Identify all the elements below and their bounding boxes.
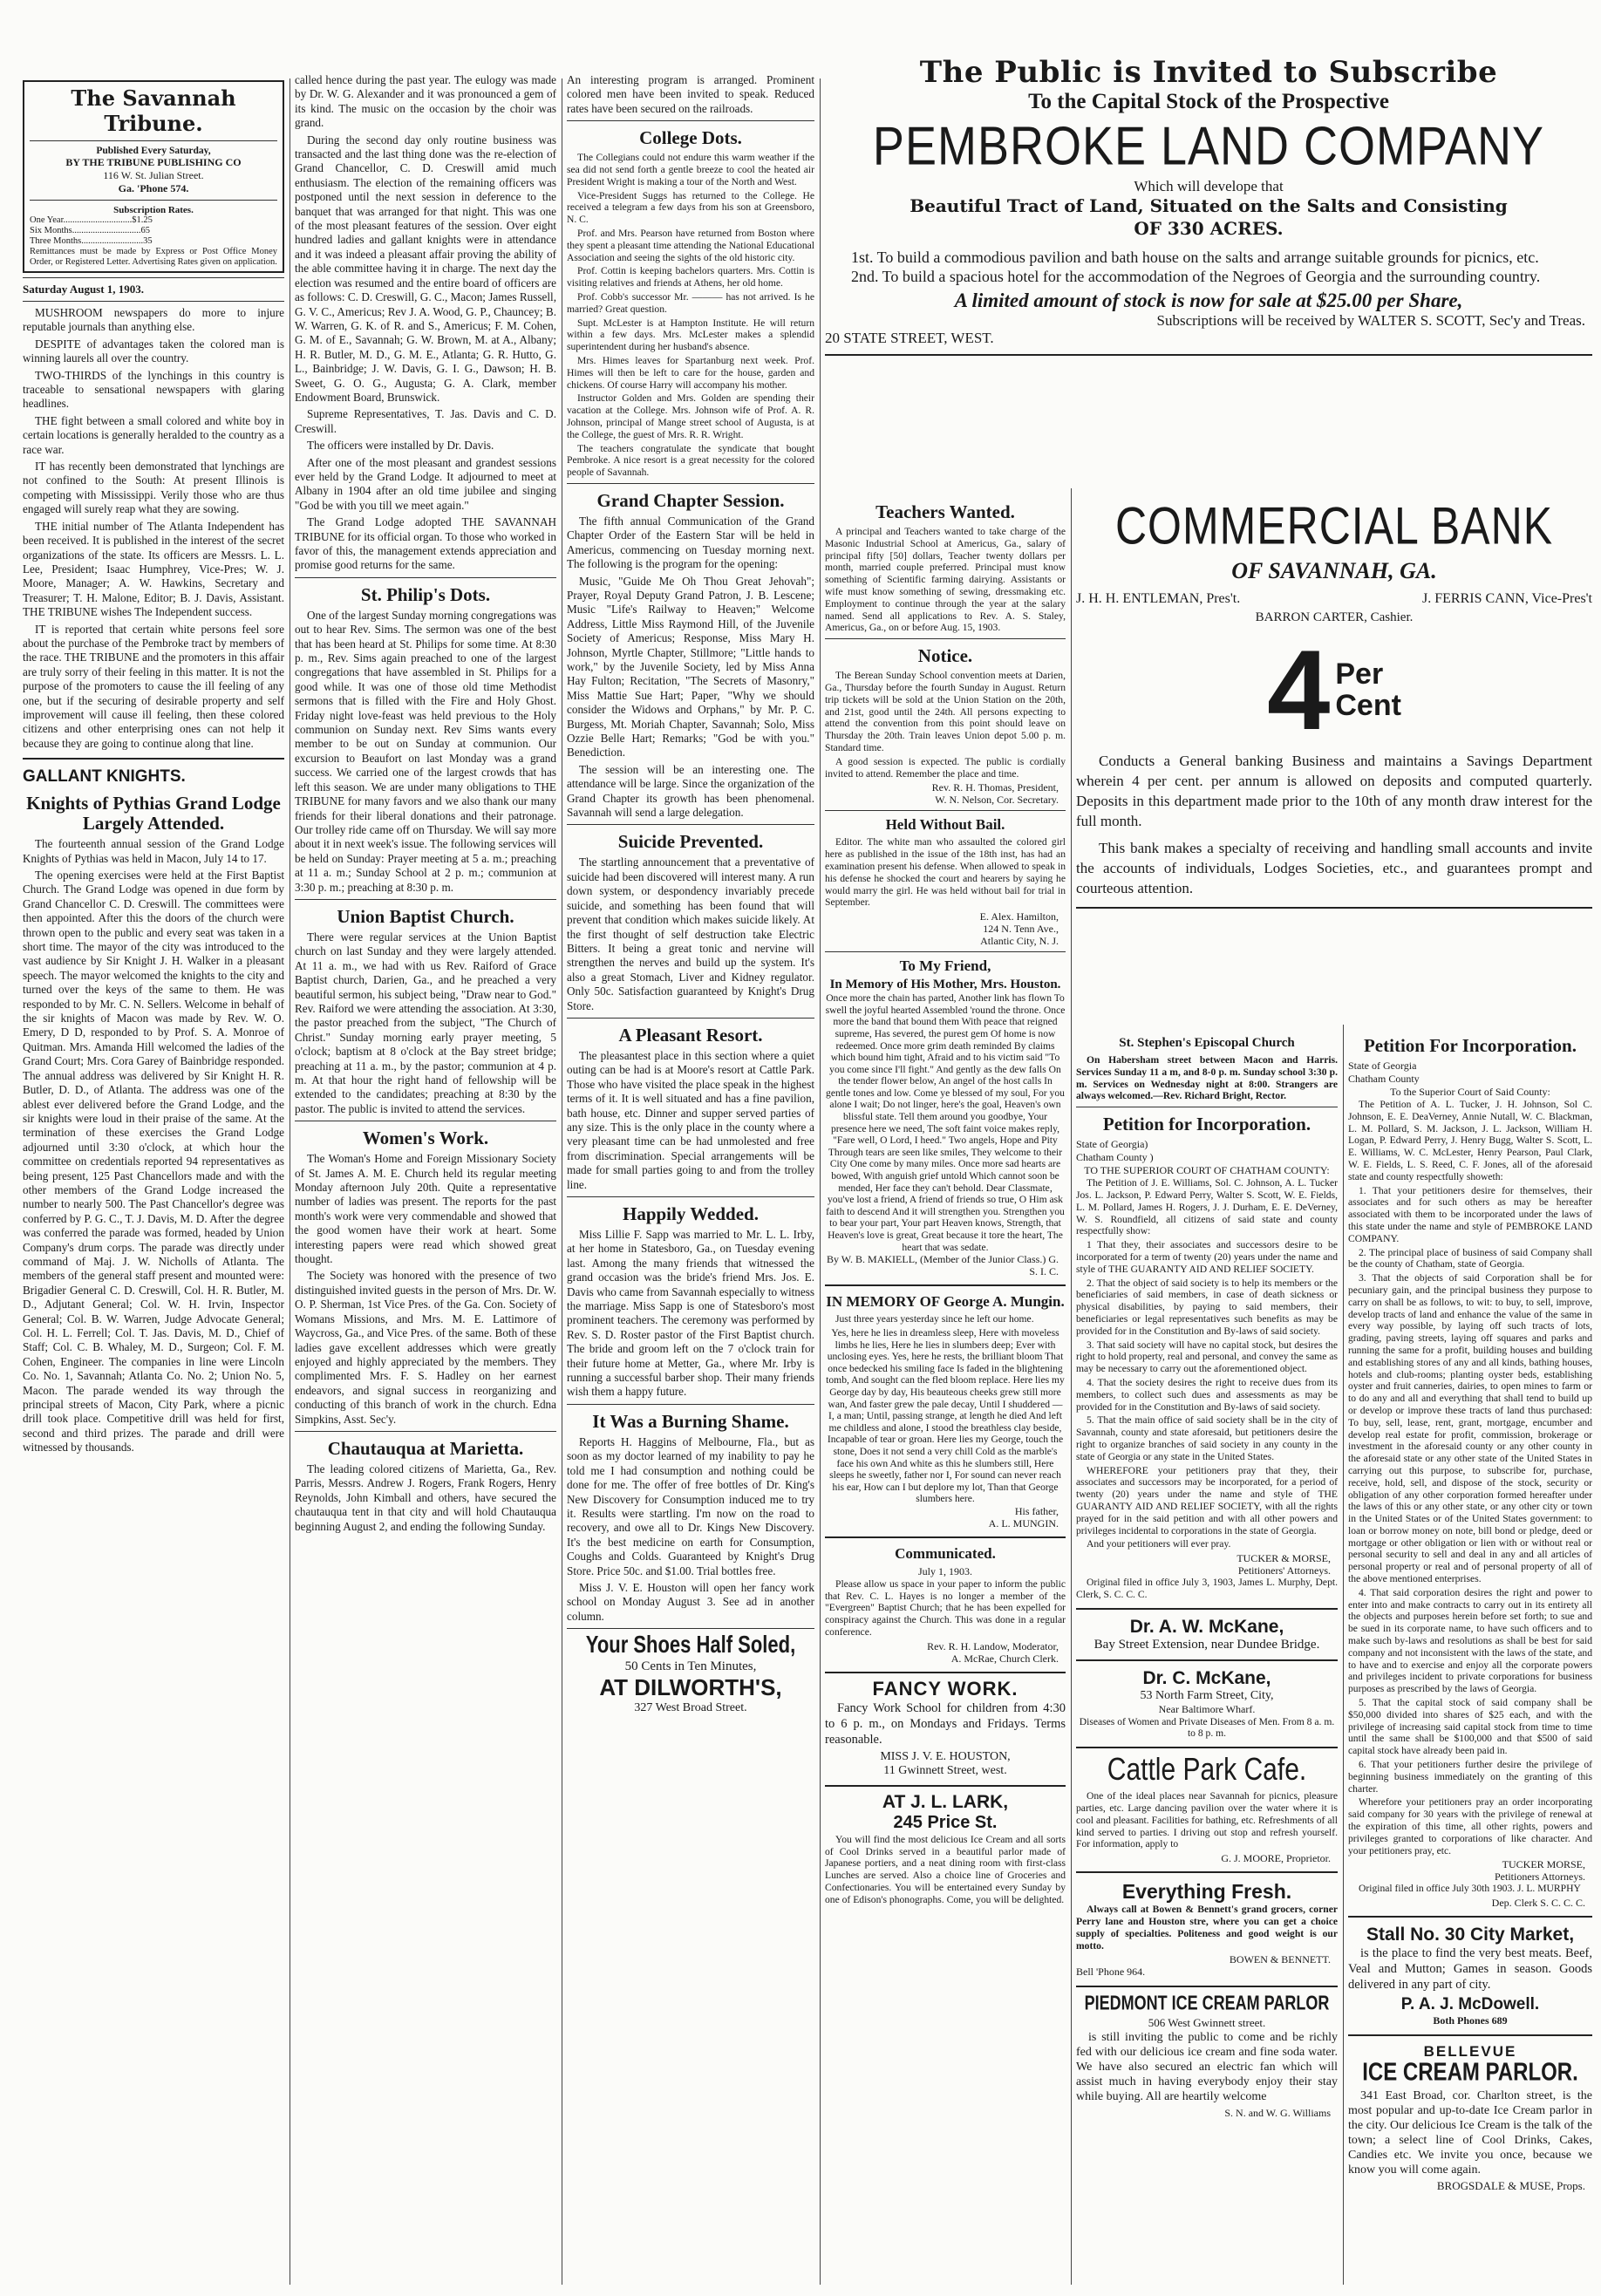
- signature: Petitioners' Attorneys.: [1237, 1564, 1331, 1577]
- column-2: [295, 73, 556, 1536]
- article-paragraph: Miss J. V. E. Houston will open her fancy work school on Monday August 3. See ad in another column.: [567, 1580, 814, 1623]
- bank-vice-president: J. FERRIS CANN, Vice-Pres't: [1422, 591, 1592, 606]
- column-rule: [1343, 1025, 1344, 2285]
- bank-name: COMMERCIAL BANK: [1114, 496, 1554, 555]
- banner-line-4: Which will develope that: [1134, 178, 1284, 194]
- article-paragraph: 3. That said society will have no capital stock, but desires the right to hold property, real and personal, and convey the same as may be necessary to carry out the aforementioned object.: [1076, 1339, 1338, 1375]
- article-paragraph: 5. That the capital stock of said company shall be $50,000 divided into shares of $25 each, and with the privilege of increasing said capital stock from time to time until the same shall be $100,000 and that $500 of said capital stock have already been paid in.: [1348, 1697, 1592, 1757]
- bank-rate-number: 4: [1267, 626, 1331, 753]
- editorial-paragraph: IT has recently been demonstrated that lynchings are not confined to the South: At present Illinois is competing with Mississippi. Verily those who are thus engaged will surely reap what they are sowing.: [23, 460, 284, 516]
- article-paragraph: During the second day only routine business was transacted and the last thing done was the re-election of Grand Chancellor, C. D. Creswill amid much enthusiasm. The election of the remaining officers was postponed until the next session in deference to the banquet that was arranged for that night. This was one of the most pleasant features of the session. Over eight hundred ladies and gallant knights were in attendance and it was indeed a pleasant affair proving the ability of the able committee having it in charge. The next day the election was resumed and the entire board of officers are as follows: C. D. Creswill, G. C., Macon; James Russell, G. V. C., Americus; Rev J. A. Wood, G. P., Chauncey; B. W. Warren, G. K. of R. and S., Americus; F. M. Cohen, G. M. of E., Savannah; G. W. Brown, M. at A., Albany; H. R. Butler, M. D., G. M. E., Atlanta; G. R. Hutto, G. L., Bainbridge; J. W. Davis, G. I. G., Dawson; H. B. Sweet, G. O. G., Augusta; G. A. Clark, member Endowment Board, Brunswick.: [295, 133, 556, 404]
- bellevue-heading: BELLEVUE: [1423, 2043, 1517, 2061]
- banner-rule: [825, 354, 1592, 356]
- phone: Bell 'Phone 964.: [1076, 1966, 1146, 1979]
- gallant-knights-heading: GALLANT KNIGHTS.: [23, 767, 186, 787]
- article-paragraph: A principal and Teachers wanted to take charge of the Masonic Industrial School at Americus, Ga., salary of principal fifty [50] dollars, Teacher twenty dollars per month, married couple preferred. Principal must know something of Scientific farming dairying. Assistants or wife must know something of sewing, dressmaking etc. Employment to continue through the year at the salary named. Send all applications to Rev. A. S. Staley, Americus, Ga., on or before Aug. 15, 1903.: [825, 526, 1066, 634]
- column-5: [1076, 1029, 1338, 2119]
- commercial-bank-ad: [1076, 496, 1592, 909]
- column-3: [567, 73, 814, 1715]
- signature: W. N. Nelson, Cor. Secretary.: [935, 794, 1059, 807]
- editorial-paragraph: TWO-THIRDS of the lynchings in this country is traceable to sensational newspapers with glaring headlines.: [23, 368, 284, 411]
- signature: 124 N. Tenn Ave.,: [983, 923, 1059, 936]
- article-paragraph: The startling announcement that a preventative of suicide had been discovered will interest many. A run down system, or despondency invariably precede suicide, and something has been found that will prevent that condition which makes suicide likely. At the first thought of self destruction take Electric Bitters. It being a great tonic and nervine will strengthen the nerves and build up the system. It's also a great Stomach, Liver and Kidney regulator. Only 50c. Satisfaction guaranteed by Knight's Drug Store.: [567, 855, 814, 1012]
- article-paragraph: Mrs. Himes leaves for Spartanburg next week. Prof. Himes will then be left to care for the house, garden and chickens. Of course Harry will accompany his mother.: [567, 354, 814, 391]
- chautauqua-heading: Chautauqua at Marietta.: [327, 1437, 524, 1459]
- masthead-title: The Savannah Tribune.: [71, 85, 236, 136]
- banner-company-name: PEMBROKE LAND COMPANY: [872, 116, 1545, 177]
- bank-rate: [1076, 626, 1592, 753]
- editorial-paragraph: THE initial number of The Atlanta Independent has been received. It is published in the interest of the secret organizations of the state. Its officers are Messrs. L. L. Lee, President; Isaac Humphrey, Vice-Pres; W. J. Moore, Manager; A. W. Hawkins, Secretary and Treasurer; T. H. Malone, Editor; B. J. Davis, Assistant. THE TRIBUNE wishes The Independent success.: [23, 519, 284, 619]
- masthead: [23, 80, 284, 273]
- article-paragraph: On Habersham street between Macon and Harris. Services Sunday 11 a m, and 8-0 p. m. Sunday school 3:30 p. m. Services on Wednesday night at 8:00. Strangers are always welcomed.—Rev. Richard Bright, Rector.: [1076, 1054, 1338, 1102]
- article-paragraph: Prof. Cottin is keeping bachelors quarters. Mrs. Cottin is visiting relatives and friends at Athens, her old home.: [567, 265, 814, 290]
- cattle-park-heading: Cattle Park Cafe.: [1107, 1752, 1307, 1788]
- article-paragraph: An interesting program is arranged. Prominent colored men have been invited to speak. Reduced rates have been secured on the railroads.: [567, 73, 814, 115]
- bank-rule: [1076, 907, 1592, 909]
- fancy-work-name: MISS J. V. E. HOUSTON,: [880, 1749, 1011, 1763]
- article-paragraph: The fifth annual Communication of the Grand Chapter Order of the Eastern Star will be held in Americus, commencing on Tuesday morning next. The following is the program for the opening:: [567, 514, 814, 571]
- editorial-paragraph: THE fight between a small colored and white boy in certain locations is generally heralded to the country as a race war.: [23, 413, 284, 456]
- bank-text: Conducts a General banking Business and maintains a Savings Department wherein 4 per cent. per annum is allowed on deposits and computed quarterly. Deposits in this department made prior to the 10th of any month draw interest for the full month.: [1076, 753, 1592, 829]
- phone: Both Phones 689: [1433, 2014, 1508, 2027]
- article-paragraph: 1 That they, their associates and successors desire to be incorporated for a term of twenty (20) years under the name and style of THE GUARANTY AID AND RELIEF SOCIETY.: [1076, 1239, 1338, 1275]
- petition-state: State of Georgia): [1076, 1138, 1148, 1151]
- shoes-ad-store: AT DILWORTH'S,: [599, 1674, 782, 1701]
- shoes-ad-offer: 50 Cents in Ten Minutes,: [624, 1659, 757, 1674]
- bellevue-subheading: ICE CREAM PARLOR.: [1362, 2058, 1578, 2087]
- article-paragraph: Prof. Cobb's successor Mr. ——— has not arrived. Is he married? Great question.: [567, 290, 814, 315]
- shoes-ad: [567, 1630, 814, 1715]
- column-rule: [1071, 488, 1072, 2285]
- article-paragraph: 4. That the society desires the right to receive dues from its members, to collect such dues and assessments as may be provided for in the Constitution and By-laws of said society.: [1076, 1376, 1338, 1413]
- lark-address: 245 Price St.: [893, 1812, 998, 1832]
- rate-line: Three Months...........................35: [30, 236, 153, 246]
- grand-chapter-heading: Grand Chapter Session.: [596, 489, 785, 511]
- bank-rate-cent: Cent: [1335, 689, 1401, 722]
- rate-line: Six Months..............................65: [30, 226, 150, 235]
- c-mckane-name: Dr. C. McKane,: [1142, 1667, 1271, 1688]
- article-paragraph: Always call at Bowen & Bennett's grand grocers, corner Perry lane and Houston stre, where you can get a choice supply of specialties. Politeness and good weight is our motto.: [1076, 1904, 1338, 1952]
- editorial-paragraph: DESPITE of advantages taken the colored man is winning laurels all over the country.: [23, 337, 284, 365]
- stall-signature: P. A. J. McDowell.: [1400, 1995, 1540, 2014]
- banner-acres: OF 330 ACRES.: [1134, 218, 1284, 239]
- banner-address: 20 STATE STREET, WEST.: [825, 330, 994, 346]
- rates-note: Remittances must be made by Express or Post Office Money Order, or Registered Letter. Advertising Rates given on application.: [30, 247, 277, 267]
- signature: TUCKER & MORSE,: [1237, 1552, 1331, 1565]
- everything-fresh-heading: Everything Fresh.: [1121, 1880, 1292, 1904]
- signature: S. N. and W. G. Williams: [1224, 2107, 1331, 2120]
- banner-subscriptions: Subscriptions will be received by WALTER S. SCOTT, Sec'y and Treas.: [1156, 312, 1585, 329]
- st-philips-heading: St. Philip's Dots.: [360, 583, 491, 605]
- column-rule: [820, 78, 821, 2285]
- st-stephens-heading: St. Stephen's Episcopal Church: [1119, 1036, 1295, 1050]
- article-paragraph: Diseases of Women and Private Diseases of Men. From 8 a. m. to 8 p. m.: [1079, 1715, 1335, 1740]
- bank-rate-per: Per: [1335, 657, 1384, 691]
- signature: A. L. MUNGIN.: [988, 1516, 1059, 1530]
- article-paragraph: The Grand Lodge adopted THE SAVANNAH TRIBUNE for its official organ. To those who worked in favor of this, the management extends appreciation and promise good returns for the same.: [295, 515, 556, 572]
- article-paragraph: is the place to find the very best meats. Beef, Veal and Mutton; Games in season. Goods delivered in any part of city.: [1348, 1946, 1592, 1993]
- column-1: [23, 80, 284, 1458]
- college-dots-heading: College Dots.: [639, 127, 742, 149]
- issue-date: Saturday August 1, 1903.: [23, 283, 145, 296]
- article-paragraph: WHEREFORE your petitioners pray that they, their associates and successors may be incorporated, for a period of twenty (20) years under the name and style of THE GUARANTY AID AND RELIEF SOCIETY, with all the rights prayed for in the said petition and with all other powers and privileges incidental to corporations in the state of Georgia.: [1076, 1464, 1338, 1536]
- shoes-ad-address: 327 West Broad Street.: [634, 1701, 747, 1715]
- petition-heading: Petition For Incorporation.: [1363, 1035, 1577, 1056]
- banner-line-2: To the Capital Stock of the Prospective: [1028, 90, 1389, 113]
- article-paragraph: Original filed in office July 30th 1903. J. L. MURPHY: [1359, 1883, 1581, 1895]
- article-paragraph: The Petition of A. L. Tucker, J. H. Johnson, Sol C. Johnson, E. E. DeaVerney, Annie Nutall, W. C. Blackman, L. M. Pollard, S. M. Jackson, J. L. Jackson, William H. Logan, P. Edward Perry, J. Henry Bugg, Walter S. Scott, L. E. Williams, W. C. McLester, Henry Pearson, Paul Clark, W. E. Fields, L. S. Reed, C. F. Jones, all of the aforesaid state and county respectfully showeth:: [1348, 1099, 1592, 1182]
- article-paragraph: Music, "Guide Me Oh Thou Great Jehovah"; Prayer, Royal Deputy Grand Patron, J. B. Lescene; Music "Life's Railway to Heaven;" Welcome Address, Little Miss Raymond Hill, of the Juvenile Society of Americus; Response, Miss Mary H. Johnson, Myrtle Chapter, Stillmore; "Little hands to work," by the Juvenile Society, led by Miss Anna Hay Fulton; Recitation, "The Secrets of Masonry," Miss Mattie Sue Hart; Paper, "Why we should consider the Widows and Orphans," by Mr. P. C. Burgess, Mt. Moriah Chapter, Savannah; Solo, Miss Ozzie Belle Hart; Remarks; "God be with you." Benediction.: [567, 574, 814, 760]
- piedmont-address: 506 West Gwinnett street.: [1148, 2016, 1266, 2030]
- teachers-wanted-heading: Teachers Wanted.: [875, 501, 1015, 522]
- masthead-address: 116 W. St. Julian Street.: [103, 169, 204, 181]
- article-paragraph: 2. The principal place of business of said Company shall be the county of Chatham, state of Georgia.: [1348, 1246, 1592, 1271]
- rates-heading: Subscription Rates.: [113, 205, 194, 215]
- communicated-date: July 1, 1903.: [917, 1564, 972, 1577]
- c-mckane-address-2: Near Baltimore Wharf.: [1158, 1702, 1256, 1715]
- petition-heading: Petition for Incorporation.: [1102, 1114, 1311, 1135]
- union-baptist-heading: Union Baptist Church.: [337, 905, 514, 927]
- article-paragraph: There were regular services at the Union Baptist church on last Sunday and they were largely attended. At 11 a. m., we had with us Rev. Raiford of Grace Baptist church, Darien, Ga., and he preached a very beautiful sermon, his subject being, "Draw near to God." Rev. Raiford we were attending the association. At 3:30, the pastor preached from the subject, "The Church of Christ." Sunday morning early prayer meeting, 5 o'clock; baptism at 8 o'clock at the Bay street bridge; preaching at 11 a. m., by the pastor; communion at 4 p. m. At that hour the right hand of fellowship will be extended to the candidates; preaching at 8:30 by the pastor. The public is invited to attend the services.: [295, 930, 556, 1115]
- column-6: [1348, 1029, 1592, 2192]
- article-paragraph: The officers were installed by Dr. Davis.: [307, 439, 494, 453]
- article-paragraph: The opening exercises were held at the First Baptist Church. The Grand Lodge was opened in due form by Grand Chancellor C. D. Creswill. The committees were then appointed. After this the doors of the church were thrown open to the public and every seat was taken in a short time. The mayor of the city was introduced to the vast audience by Sir Knight J. H. Walker in a pleasant speech. The mayor welcomed the knights to the city and turned over the keys of the same to them. He was responded to by Mr. C. N. Sellers. Welcome in behalf of the sir knights of Macon was made by Rev. W. O. Emery, D D, responded to by Prof. S. A. Monroe of Quitman. Mrs. Amanda Hill welcomed the ladies of the Grand Court; Mrs. Cora Garey of Bainbridge responded. The annual address was delivered by Sir Knight H. R. Butler, D. D., of Atlanta. The address was one of the ablest ever delivered before the Grand Lodge, and the sir knights were loud in their praise of the same. At the termination of these exercises the Grand Lodge adjourned until 3:30 o'clock, at which hour the committee on credentials reported 94 representatives as being present, 125 Past Chancellors made and with the other members of the Grand Lodge increased the number to nearly 500. The Past Chancellor's degree was conferred by P. G. C., T. J. Davis, M. D. After the degree was conferred the parade was formed, headed by Union Company's drum corps. The parade was directly under command of Maj. J. W. Nicholls of Atlanta. The members of the general staff present and mounted were: Brigadier General C. D. Creswill, Col. H. R. Butler, M. D., Adjutant General; Col. W. H. Irvin, Inspector General; Col. B. W. Warren, Judge Advocate General; Col. H. L. Ferrell; Col. T. Jas. Davis, M. D., Chief of Staff; Col. C. B. Whaley, M. D., Surgeon; Col. F. M. Cohen, Engineer. The companies in line were Lincoln Co. No. 1, Savannah; Atlanta Co. No. 2; Union No. 5, Macon. The parade wended its way through the principal streets of Macon, City Park, where a picnic drill took place. Competitive drill was held for first, second and third prizes. The parade and drill were witnessed by thousands.: [23, 869, 284, 1455]
- masthead-published: Published Every Saturday,: [96, 146, 211, 156]
- signature: Atlantic City, N. J.: [980, 935, 1059, 948]
- fancy-work-address: 11 Gwinnett Street, west.: [883, 1763, 1007, 1777]
- piedmont-heading: PIEDMONT ICE CREAM PARLOR: [1084, 1992, 1330, 2015]
- article-paragraph: Miss Lillie F. Sapp was married to Mr. L. L. Irby, at her home in Statesboro, Ga., on Tuesday evening last. Among the many friends that witnessed the grand occasion was the bride's friend Mrs. Jos. E. Davis who came from Savannah especially to witness the marriage. Miss Sapp is one of Statesboro's most prominent teachers. The ceremony was performed by Rev. S. D. Roster pastor of the First Baptist church. The bride and groom left on the 7 o'clock train for their future home at Metter, Ga., where Mr. Irby is running a successful barber shop. Their many friends wish them a happy future.: [567, 1228, 814, 1399]
- article-paragraph: After one of the most pleasant and grandest sessions ever held by the Grand Lodge. It adjourned to meet at Albany in 1904 after an old time jubilee and singing "God be with you till we meet again.": [295, 455, 556, 512]
- communicated-heading: Communicated.: [895, 1544, 996, 1562]
- article-paragraph: Original filed in office July 3, 1903, James L. Murphy, Dept. Clerk, S. C. C. C.: [1076, 1577, 1338, 1600]
- signature: Dep. Clerk S. C. C. C.: [1491, 1897, 1585, 1910]
- article-paragraph: 6. That your petitioners further desire the privilege of beginning business immediately on the granting of this charter.: [1348, 1759, 1592, 1795]
- article-paragraph: 5. That the main office of said society shall be in the city of Savannah, county and state aforesaid, but petitioners desire the right to organize branches of said society in any county in the state of Georgia or any state in the United States.: [1076, 1414, 1338, 1462]
- rate-line: One Year..............................$1.25: [30, 215, 153, 225]
- happily-wedded-heading: Happily Wedded.: [622, 1203, 759, 1224]
- signature: Petitioners Attorneys.: [1495, 1870, 1585, 1884]
- signature: A. McRae, Church Clerk.: [950, 1652, 1059, 1665]
- article-paragraph: 1. That your petitioners desire for themselves, their associates and for such others as may be hereafter associated with them to be incorporated under the laws of this state under the name and style of PEMBROKE LAND COMPANY.: [1348, 1184, 1592, 1244]
- article-paragraph: called hence during the past year. The eulogy was made by Dr. W. G. Alexander and it was pronounced a gem of its kind. The music on the occasion by the choir was grand.: [295, 73, 556, 130]
- article-paragraph: The fourteenth annual session of the Grand Lodge Knights of Pythias was held in Macon, July 14 to 17.: [23, 837, 284, 865]
- banner-item-1: 1st. To build a commodious pavilion and bath house on the salts and arrange suitable grounds for picnics, etc.: [851, 249, 1539, 266]
- bank-officers: [1076, 591, 1592, 607]
- article-paragraph: Prof. and Mrs. Pearson have returned from Boston where they spent a pleasant time attending the National Educational Association and seeing the sights of the old historic city.: [567, 228, 814, 263]
- masthead-phone: Ga. 'Phone 574.: [118, 182, 189, 194]
- signature: BROGSDALE & MUSE, Props.: [1436, 2179, 1585, 2193]
- article-paragraph: Editor. The white man who assaulted the colored girl here as published in the issue of the 18th inst, has had an examination present his defense. When allowed to speak in his defense he shocked the court and hearers by saying he would marry the girl. He was held without bail for trial in September.: [825, 836, 1066, 909]
- notice-heading: Notice.: [917, 645, 973, 667]
- banner-line-5: Beautiful Tract of Land, Situated on the Salts and Consisting: [910, 195, 1508, 216]
- petition-county: Chatham County ): [1076, 1151, 1154, 1164]
- poem: Once more the chain has parted, Another link has flown To swell the joyful hearted Assembled 'round the throne. Once more the band that bound them With peace that reigned supreme, Has severed, the purest gem Of home is now redeemed. Once more grim death reminded By claims which bound him tight, Afraid and to his victim said "To you come since I'll fight." And gently as the dew falls On the tender flower below, An angel of the host calls In gentle tones and low. Come ye blessed of my soul, For you alone I wait; Do not linger, here's the goal, Heaven's own blissful state. Tell them around you goodbye, Your presence here we need, The soft faint voice makes reply, "Fare well, O Lord, I heed." Two angels, Hope and Pity Through tears are seen like smiles, They welcome to their City One come by many miles. Once more sad hearts are bowed, With anguish grief untold Which cannot soon be mended, Her face they can't behold. Dear Classmate, you've lost a friend, A friend of friends so true, O Him ask faith to descend And it will strengthen you. Strengthen you to bear your part, Your part Heaven knows, Strength, that Heaven's love is great, Great because it tore the heart, The heart that was sedate.: [825, 992, 1066, 1253]
- article-paragraph: Vice-President Suggs has returned to the College. He received a telegram a few days from his son at Greensboro, N. C.: [567, 189, 814, 226]
- article-paragraph: Wherefore your petitioners pray an order incorporating said company for 30 years with the privilege of renewal at the expiration of this time, all other rights, powers and privileges granted to corporations of like character. And your petitioners pray, etc.: [1348, 1796, 1592, 1857]
- article-paragraph: Just three years yesterday since he left our home.: [835, 1313, 1034, 1325]
- article-paragraph: The leading colored citizens of Marietta, Ga., Rev. Parris, Messrs. Andrew J. Rogers, Frank Rogers, Henry Reynolds, John Kimball and others, have secured the chautauqua tent in that city and will hold Chautauqua beginning August 2, and ending the following Sunday.: [295, 1461, 556, 1533]
- signature: Rev. R. H. Landow, Moderator,: [927, 1639, 1059, 1652]
- bank-text: This bank makes a specialty of receiving and handling small accounts and invite the accounts of individuals, Lodges Societies, etc., and guarantees prompt and courteous attention.: [1076, 840, 1592, 896]
- womens-work-heading: Women's Work.: [362, 1128, 489, 1149]
- knights-pythias-heading: Knights of Pythias Grand Lodge Largely Attended.: [26, 793, 281, 835]
- petition-court: TO THE SUPERIOR COURT OF CHATHAM COUNTY:: [1084, 1164, 1330, 1177]
- signature: Rev. R. H. Thomas, President,: [931, 781, 1059, 794]
- poem: Yes, here he lies in dreamless sleep, Here with moveless limbs he lies, Here he lies in slumbers deep; Ever with unclosing eyes. Yes, here he rests, the brilliant bloom That once bedecked his smiling face Is faded in the blightening tomb, And sought can the fled bloom replace. Here lies my George day by day, His beauteous cheeks grew still more wan, And faster grew the pale decay, Until I shuddered — I, a man; Until, passing strange, at length he died And left me childless and alone, I stood the breathless clay beside, Incapable of tear or groan. Here lies my George, touch the stone, Does it not send a very chill Cold as the marble's face his own And white as this he slumbers still, Here sleeps he sweetly, father nor I, For sound can never reach his ear, How can I but deplore my lot, Than that George slumbers here.: [826, 1326, 1065, 1505]
- article-paragraph: A good session is expected. The public is cordially invited to attend. Remember the place and time.: [825, 755, 1066, 780]
- bank-city: OF SAVANNAH, GA.: [1231, 558, 1437, 583]
- article-paragraph: The pleasantest place in this section where a quiet outing can be had is at Moore's resort at Cattle Park. Those who have visited the place speak in the highest terms of it. It is well situated and has a fine pavilion, bath house, etc. Dinner and supper served parties of any size. This is the only place in the county where a very pleasant time can be had unmolested and free from discrimination. Special arrangements will be made for small parties going to and from the trolley line.: [567, 1048, 814, 1191]
- article-paragraph: is still inviting the public to come and be richly fed with our delicious ice cream and fine soda water. We have also secured an electric fan which will assist much in having everybody enjoy their stay while buying. All are heartily welcome: [1076, 2031, 1338, 2104]
- article-paragraph: The teachers congratulate the syndicate that bought Pembroke. A nice resort is a great necessity for the colored people of Savannah.: [567, 442, 814, 479]
- masthead-publisher: BY THE TRIBUNE PUBLISHING CO: [65, 156, 242, 168]
- held-without-bail-heading: Held Without Bail.: [885, 816, 1005, 834]
- article-paragraph: 4. That said corporation desires the right and power to enter into and make contracts to carry out in its entirety all the objects and purposes herein before set forth; to sue and be sued in its corporate name, to have such officers and to make such by-laws and resolutions as shall be best for said company and not inconsistent with the laws of the state, and to have and to exercise and enjoy all the corporate powers and privileges incident to private corporations for business purposes as prescribed by the laws of Georgia.: [1348, 1586, 1592, 1695]
- article-paragraph: The Berean Sunday School convention meets at Darien, Ga., Thursday before the fourth Sunday in August. Return trip tickets will be sold at the Union Station on the 20th, and 21st, good until the 24th. All persons expecting to attend the convention from this point should leave on Thursday the 20th. Train leaves Union depot 5.00 p. m. Standard time.: [825, 670, 1066, 753]
- article-paragraph: Supreme Representatives, T. Jas. Davis and C. D. Creswill.: [295, 407, 556, 435]
- mckane-address: Bay Street Extension, near Dundee Bridge.: [1093, 1637, 1320, 1652]
- in-memory-heading: IN MEMORY OF George A. Mungin.: [826, 1293, 1065, 1311]
- signature: G. J. MOORE, Proprietor.: [1221, 1852, 1331, 1865]
- article-paragraph: The Petition of J. E. Williams, Sol. C. Johnson, A. L. Tucker Jos. L. Jackson, P. Edward Perry, Walter S. Scott, W. E. Fields, L. M. Pollard, James H. Rogers, J. J. Durham, E. E. DeVerney, W. S. Roundfield, all citizens of said state and county respectfully show:: [1076, 1177, 1338, 1237]
- to-my-friend-heading: To My Friend,: [899, 957, 991, 975]
- suicide-prevented-heading: Suicide Prevented.: [617, 831, 764, 853]
- pembroke-subscription-ad: [825, 56, 1592, 492]
- article-paragraph: One of the largest Sunday morning congregations was out to hear Rev. Sims. The sermon was one of the best that has been heard at St. Philips for some time. At 8:30 p. m., Rev. Sims again preached to one of the largest congregations that have assembled in St. Philips for a good while. It was one of those old time Methodist sermons that is filled with the Fire and Holy Ghost. Friday night love-feast was held previous to the Holy communion on Sunday next. Rev Sims wants every member to be out on Sunday at communion. Our excursion to Beaufort on last Monday was a grand success. We carried one of the largest crowds that has left this season. We are under many obligations to THE TRIBUNE for many favors and we also thank our many friends for their liberal donations and their patronage. Our trolley ride came off on Thursday. We will say more about it in next week's issue. The following services will be held on Sunday: Prayer meeting at 5 a. m.; preaching at 11 a. m.; Sunday School at 2 p. m.; communion at 3:30 p. m.; preaching at 8:30 p. m.: [295, 608, 556, 894]
- editorial-paragraph: IT is reported that certain white persons feel sore about the purchase of the Pembroke tract by members of the race. THE TRIBUNE and the promoters in this affair are truly sorry of their feeling in this matter. It is not the purpose of the promoters to cause the ill feeling of any one, but if the securing of desirable property and self improvement will cause ill feeling, then these colored citizens and other enterprising ones can not help it because they are going to continue along that line.: [23, 622, 284, 750]
- article-paragraph: Instructor Golden and Mrs. Golden are spending their vacation at the College. Mrs. Johnson wife of Prof. A. R. Johnson, principal of Mange street school of Augusta, is at the College, the guest of Mrs. R. R. Wright.: [567, 392, 814, 440]
- banner-line-1: The Public is Invited to Subscribe: [919, 55, 1498, 90]
- petition-court: To the Superior Court of Said County:: [1390, 1086, 1550, 1098]
- stall-heading: Stall No. 30 City Market,: [1366, 1925, 1575, 1945]
- article-paragraph: Supt. McLester is at Hampton Institute. He will return within a few days. Mrs. McLester makes a splendid superintendent during her husband's absence.: [567, 317, 814, 353]
- burning-shame-heading: It Was a Burning Shame.: [592, 1410, 789, 1432]
- bank-president: J. H. H. ENTLEMAN, Pres't.: [1076, 591, 1241, 606]
- signature: TUCKER MORSE,: [1502, 1858, 1585, 1871]
- article-paragraph: Reports H. Haggins of Melbourne, Fla., but as soon as my doctor learned of my inability to pay he told me I had consumption and nothing could be done for me. The offer of free bottles of Dr. King's New Discovery for Consumption induced me to try it. Results were startling. I'm now on the road to recovery, and owe all to Dr. Kings New Discovery. It's the best medicine on earth for Consumption, Coughs and Colds. Guaranteed by Knight's Drug Store. Price 50c. and $1.00. Trial bottles free.: [567, 1434, 814, 1577]
- article-paragraph: Fancy Work School for children from 4:30 to 6 p. m., on Mondays and Fridays. Terms reasonable.: [825, 1700, 1066, 1747]
- article-paragraph: 341 East Broad, cor. Charlton street, is the most popular and up-to-date Ice Cream parlor in the city. Our delicious Ice Cream is the talk of the town; a select line of Cool Drinks, Cakes, Candies etc. We invite you once, because we know you will come again.: [1348, 2089, 1592, 2177]
- article-paragraph: 2. That the object of said society is to help its members or the beneficiaries of said members, in case of death sickness or physical disabilities, by paying to said members, their beneficiaries or legal representatives such benefits as may be provided for in the Constitution and By-laws of said society.: [1076, 1277, 1338, 1337]
- signature: His father,: [1014, 1504, 1059, 1517]
- c-mckane-address: 53 North Farm Street, City,: [1140, 1688, 1274, 1702]
- signature: BOWEN & BENNETT.: [1229, 1953, 1331, 1966]
- article-paragraph: And your petitioners will ever pray.: [1087, 1538, 1231, 1550]
- banner-item-2: 2nd. To build a spacious hotel for the accommodation of the Negroes of Georgia and the surrounding country.: [851, 268, 1541, 285]
- article-paragraph: You will find the most delicious Ice Cream and all sorts of Cool Drinks served in a beautiful parlor made of Japanese portiers, and a neat dining room with first-class Lunches are served. Also a choice line of Groceries and Confectionaries. You will be entertained every Sunday by one of Edison's phonographs. Come, you will be delighted.: [825, 1833, 1066, 1905]
- article-paragraph: Please allow us space in your paper to inform the public that Rev. C. L. Hayes is no longer a member of the "Evergreen" Baptist Church; that he has been expelled for conspiracy against the Church. This was done in a regular conference.: [825, 1577, 1066, 1639]
- petition-county: Chatham County: [1348, 1073, 1420, 1085]
- signature: E. Alex. Hamilton,: [979, 910, 1059, 923]
- shoes-ad-title: Your Shoes Half Soled,: [585, 1630, 796, 1659]
- petition-state: State of Georgia: [1348, 1059, 1417, 1072]
- column-4: [825, 495, 1066, 1908]
- bank-cashier: BARRON CARTER, Cashier.: [1255, 610, 1414, 624]
- pleasant-resort-heading: A Pleasant Resort.: [618, 1024, 763, 1046]
- article-paragraph: 3. That the objects of said Corporation shall be for pecuniary gain, and the principal business they purpose to carry on shall be as follows, to wit: to buy, to sell, improve, develop tracts of land and enhance the value of the same in every way possible, by laying off such tracts of lots, grading, paving streets, laying off squares and parks and running the same for a profit, building houses and building and establishing stores of any and all kinds, bathing houses, hotels and club-rooms; planting oyster beds, establishing oyster and fruit canneries, dairies, to open mines to farm or to do any and all and everything that shall tend to build up or develop or improve these tracts of land thus purchased: To buy, sell, lease, rent, grant, mortgage, encumber and develop real estate for profit, commission, brokerage or investment in the aforesaid county or any other county in the aforesaid state or any other state of the United States in carrying out this purpose, to subscribe for, purchase, receive, hold, sell, and dispose of the stock, security or obligation of any other corporation formed hereafter under the laws of this or any other state, or any other city or town in the United States or of the United States government: to loan or borrow money on note, bill bond or pledge, deed or mortgage or other obligation or lien with or without real or personal security to sell and deal in any and all articles of personal property or real and of personal property of all of the above mentioned enterprises.: [1348, 1272, 1592, 1585]
- editorial-paragraph: MUSHROOM newspapers do more to injure reputable journals than anything else.: [23, 306, 284, 334]
- article-paragraph: The Collegians could not endure this warm weather if the sea did not send forth a gentle breeze to cool the heated air President Wright is making a tour of the North and West.: [567, 152, 814, 187]
- article-paragraph: One of the ideal places near Savannah for picnics, pleasure parties, etc. Large dancing pavilion over the water where it is cool and pleasant. Facilities for bathing, etc. Refreshments of all kind served to parties. I driving out stop and refresh yourself. For information, apply to: [1076, 1790, 1338, 1850]
- signature: By W. B. MAKIELL, (Member of the Junior Class.) G. S. I. C.: [827, 1253, 1059, 1278]
- to-my-friend-subheading: In Memory of His Mother, Mrs. Houston.: [829, 978, 1061, 992]
- article-paragraph: The Society was honored with the presence of two distinguished invited guests in the person of Mrs. Dr. W. O. P. Sherman, 1st Vice Pres. of the Ga. Con. Society of Womans Missions, and Mrs. M. E. Lattimore of Waycross, Ga., and Vice Pres. of the same. Both of these ladies gave excellent addresses which were greatly enjoyed and highly appreciated by the members. They complimented Mrs. F. S. Hadley on her earnest endeavors, and signal success in reorganizing and conducting of this branch of work in the church. Edna Simpkins, Asst. Sec'y.: [295, 1269, 556, 1426]
- banner-stock-offer: A limited amount of stock is now for sale at $25.00 per Share,: [954, 290, 1463, 311]
- article-paragraph: The session will be an interesting one. The attendance will be large. Since the organization of the Grand Chapter its growth has been phenomenal. Savannah will send a large delegation.: [567, 762, 814, 820]
- fancy-work-heading: FANCY WORK.: [872, 1677, 1019, 1700]
- lark-heading: AT J. L. LARK,: [882, 1791, 1009, 1812]
- article-paragraph: The Woman's Home and Foreign Missionary Society of St. James A. M. E. Church held its regular meeting Monday afternoon July 20th. Quite a representative number of ladies was present. The reports for the past month's work were very commendable and showed that the good women have their work at heart. Some interesting papers were read which showed great thought.: [295, 1152, 556, 1266]
- mckane-name: Dr. A. W. McKane,: [1129, 1616, 1284, 1637]
